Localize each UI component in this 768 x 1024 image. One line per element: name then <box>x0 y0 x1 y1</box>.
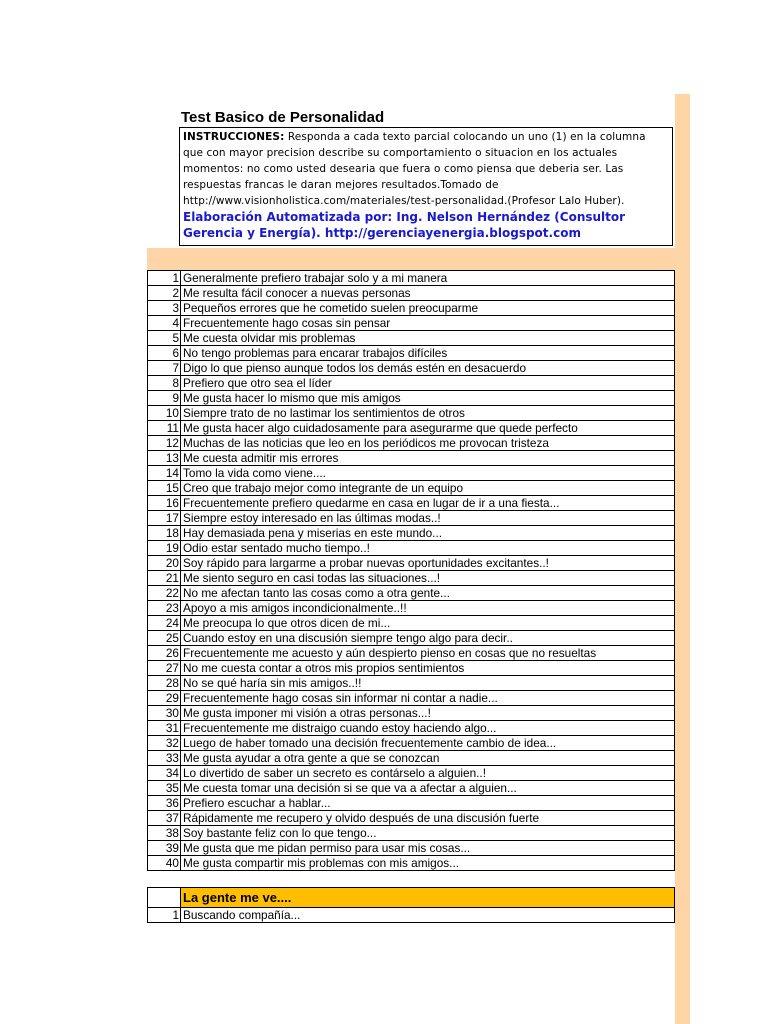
author-credit: Elaboración Automatizada por: Ing. Nelson Hernández (Consultor Gerencia y Energía). http://gerenciayenergia.blogspot.com <box>183 210 626 240</box>
row-statement: Me siento seguro en casi todas las situaciones...! <box>181 571 675 586</box>
row-number: 19 <box>148 541 181 556</box>
page-title: Test Basico de Personalidad <box>181 109 385 126</box>
row-number: 24 <box>148 616 181 631</box>
row-statement: Luego de haber tomado una decisión frecuentemente cambio de idea... <box>181 736 675 751</box>
row-statement: Me gusta ayudar a otra gente a que se conozcan <box>181 751 675 766</box>
instructions-box <box>179 127 673 246</box>
section-header-row <box>148 888 675 908</box>
row-statement: Me gusta que me pidan permiso para usar mis cosas... <box>181 841 675 856</box>
table-row <box>148 691 675 706</box>
row-statement: Buscando compañía... <box>181 908 675 923</box>
row-number: 38 <box>148 826 181 841</box>
row-statement: Me cuesta admitir mis errores <box>181 451 675 466</box>
row-statement: Me gusta imponer mi visión a otras personas...! <box>181 706 675 721</box>
row-statement: Frecuentemente hago cosas sin pensar <box>181 316 675 331</box>
table-row <box>148 601 675 616</box>
row-number: 35 <box>148 781 181 796</box>
people-see-me-table <box>147 887 675 923</box>
row-number: 12 <box>148 436 181 451</box>
row-statement: Hay demasiada pena y miserias en este mundo... <box>181 526 675 541</box>
row-number: 28 <box>148 676 181 691</box>
row-statement: Apoyo a mis amigos incondicionalmente..!! <box>181 601 675 616</box>
row-statement: No se qué haría sin mis amigos..!! <box>181 676 675 691</box>
row-number: 31 <box>148 721 181 736</box>
row-number: 16 <box>148 496 181 511</box>
table-row <box>148 721 675 736</box>
table-row <box>148 406 675 421</box>
table-row <box>148 376 675 391</box>
row-number: 8 <box>148 376 181 391</box>
table-row <box>148 751 675 766</box>
row-number: 5 <box>148 331 181 346</box>
row-statement: Cuando estoy en una discusión siempre tengo algo para decir.. <box>181 631 675 646</box>
table-row <box>148 421 675 436</box>
row-statement: Me gusta hacer algo cuidadosamente para asegurarme que quede perfecto <box>181 421 675 436</box>
row-number: 21 <box>148 571 181 586</box>
row-number: 1 <box>148 908 181 923</box>
row-statement: Me preocupa lo que otros dicen de mi... <box>181 616 675 631</box>
row-number: 30 <box>148 706 181 721</box>
table-row <box>148 316 675 331</box>
table-row <box>148 571 675 586</box>
row-statement: Me gusta compartir mis problemas con mis amigos... <box>181 856 675 871</box>
row-number: 7 <box>148 361 181 376</box>
row-number: 39 <box>148 841 181 856</box>
row-statement: Me gusta hacer lo mismo que mis amigos <box>181 391 675 406</box>
table-row <box>148 586 675 601</box>
row-statement: No me afectan tanto las cosas como a otra gente... <box>181 586 675 601</box>
row-statement: Tomo la vida como viene.... <box>181 466 675 481</box>
table-row <box>148 361 675 376</box>
table-row <box>148 481 675 496</box>
table-row <box>148 908 675 923</box>
row-statement: Frecuentemente prefiero quedarme en casa en lugar de ir a una fiesta... <box>181 496 675 511</box>
row-number: 15 <box>148 481 181 496</box>
row-number: 17 <box>148 511 181 526</box>
section-header-num-cell <box>148 888 181 908</box>
row-number: 18 <box>148 526 181 541</box>
row-number: 2 <box>148 286 181 301</box>
table-row <box>148 766 675 781</box>
table-row <box>148 706 675 721</box>
questions-table <box>147 270 675 871</box>
row-statement: Muchas de las noticias que leo en los periódicos me provocan tristeza <box>181 436 675 451</box>
table-row <box>148 346 675 361</box>
row-number: 23 <box>148 601 181 616</box>
table-row <box>148 331 675 346</box>
table-row <box>148 391 675 406</box>
row-statement: Siempre trato de no lastimar los sentimientos de otros <box>181 406 675 421</box>
row-number: 14 <box>148 466 181 481</box>
row-statement: Siempre estoy interesado en las últimas modas..! <box>181 511 675 526</box>
table-row <box>148 811 675 826</box>
row-statement: Odio estar sentado mucho tiempo..! <box>181 541 675 556</box>
table-row <box>148 526 675 541</box>
table-row <box>148 511 675 526</box>
table-row <box>148 781 675 796</box>
row-number: 26 <box>148 646 181 661</box>
row-statement: Digo lo que pienso aunque todos los demás estén en desacuerdo <box>181 361 675 376</box>
section-header: La gente me ve.... <box>181 888 675 908</box>
table-row <box>148 496 675 511</box>
table-row <box>148 856 675 871</box>
row-number: 4 <box>148 316 181 331</box>
row-number: 13 <box>148 451 181 466</box>
table-row <box>148 451 675 466</box>
row-number: 1 <box>148 271 181 286</box>
row-number: 37 <box>148 811 181 826</box>
instructions-label: INSTRUCCIONES: <box>183 131 285 143</box>
row-statement: Me resulta fácil conocer a nuevas personas <box>181 286 675 301</box>
table-row <box>148 271 675 286</box>
table-row <box>148 841 675 856</box>
table-row <box>148 631 675 646</box>
row-number: 29 <box>148 691 181 706</box>
row-number: 6 <box>148 346 181 361</box>
row-number: 40 <box>148 856 181 871</box>
row-statement: Rápidamente me recupero y olvido después de una discusión fuerte <box>181 811 675 826</box>
row-number: 25 <box>148 631 181 646</box>
table-row <box>148 676 675 691</box>
row-statement: Lo divertido de saber un secreto es contárselo a alguien..! <box>181 766 675 781</box>
row-number: 33 <box>148 751 181 766</box>
row-statement: Soy bastante feliz con lo que tengo... <box>181 826 675 841</box>
table-row <box>148 436 675 451</box>
row-statement: Prefiero escuchar a hablar... <box>181 796 675 811</box>
row-number: 34 <box>148 766 181 781</box>
row-number: 11 <box>148 421 181 436</box>
orange-row-band <box>147 248 690 271</box>
row-statement: Creo que trabajo mejor como integrante de un equipo <box>181 481 675 496</box>
row-number: 27 <box>148 661 181 676</box>
row-statement: Frecuentemente me distraigo cuando estoy haciendo algo... <box>181 721 675 736</box>
row-statement: No me cuesta contar a otros mis propios sentimientos <box>181 661 675 676</box>
row-statement: Prefiero que otro sea el líder <box>181 376 675 391</box>
row-statement: Me cuesta olvidar mis problemas <box>181 331 675 346</box>
row-statement: Soy rápido para largarme a probar nuevas oportunidades excitantes..! <box>181 556 675 571</box>
row-number: 9 <box>148 391 181 406</box>
instructions-text <box>183 129 669 209</box>
table-row <box>148 466 675 481</box>
row-statement: Frecuentemente me acuesto y aún despierto pienso en cosas que no resueltas <box>181 646 675 661</box>
table-row <box>148 556 675 571</box>
table-row <box>148 736 675 751</box>
row-number: 10 <box>148 406 181 421</box>
table-row <box>148 541 675 556</box>
row-number: 22 <box>148 586 181 601</box>
table-row <box>148 286 675 301</box>
orange-column-band <box>675 94 690 1024</box>
table-row <box>148 301 675 316</box>
row-statement: Pequeños errores que he cometido suelen preocuparme <box>181 301 675 316</box>
row-statement: Generalmente prefiero trabajar solo y a mi manera <box>181 271 675 286</box>
row-number: 20 <box>148 556 181 571</box>
table-row <box>148 826 675 841</box>
row-number: 36 <box>148 796 181 811</box>
table-row <box>148 796 675 811</box>
table-row <box>148 661 675 676</box>
row-statement: Frecuentemente hago cosas sin informar ni contar a nadie... <box>181 691 675 706</box>
row-number: 3 <box>148 301 181 316</box>
instructions-body: Responda a cada texto parcial colocando un uno (1) en la columna que con mayor precision describe su comportamiento o situacion en los actuales momentos: no como usted desearia que fuera o como piensa que deberia ser. Las respuestas francas le daran mejores resultados.Tomado de http://www.visionholistica.com/materiales/test-personalidad.(Profesor Lalo Huber). <box>183 131 646 207</box>
table-row <box>148 646 675 661</box>
row-statement: No tengo problemas para encarar trabajos difíciles <box>181 346 675 361</box>
table-row <box>148 616 675 631</box>
row-statement: Me cuesta tomar una decisión si se que va a afectar a alguien... <box>181 781 675 796</box>
row-number: 32 <box>148 736 181 751</box>
